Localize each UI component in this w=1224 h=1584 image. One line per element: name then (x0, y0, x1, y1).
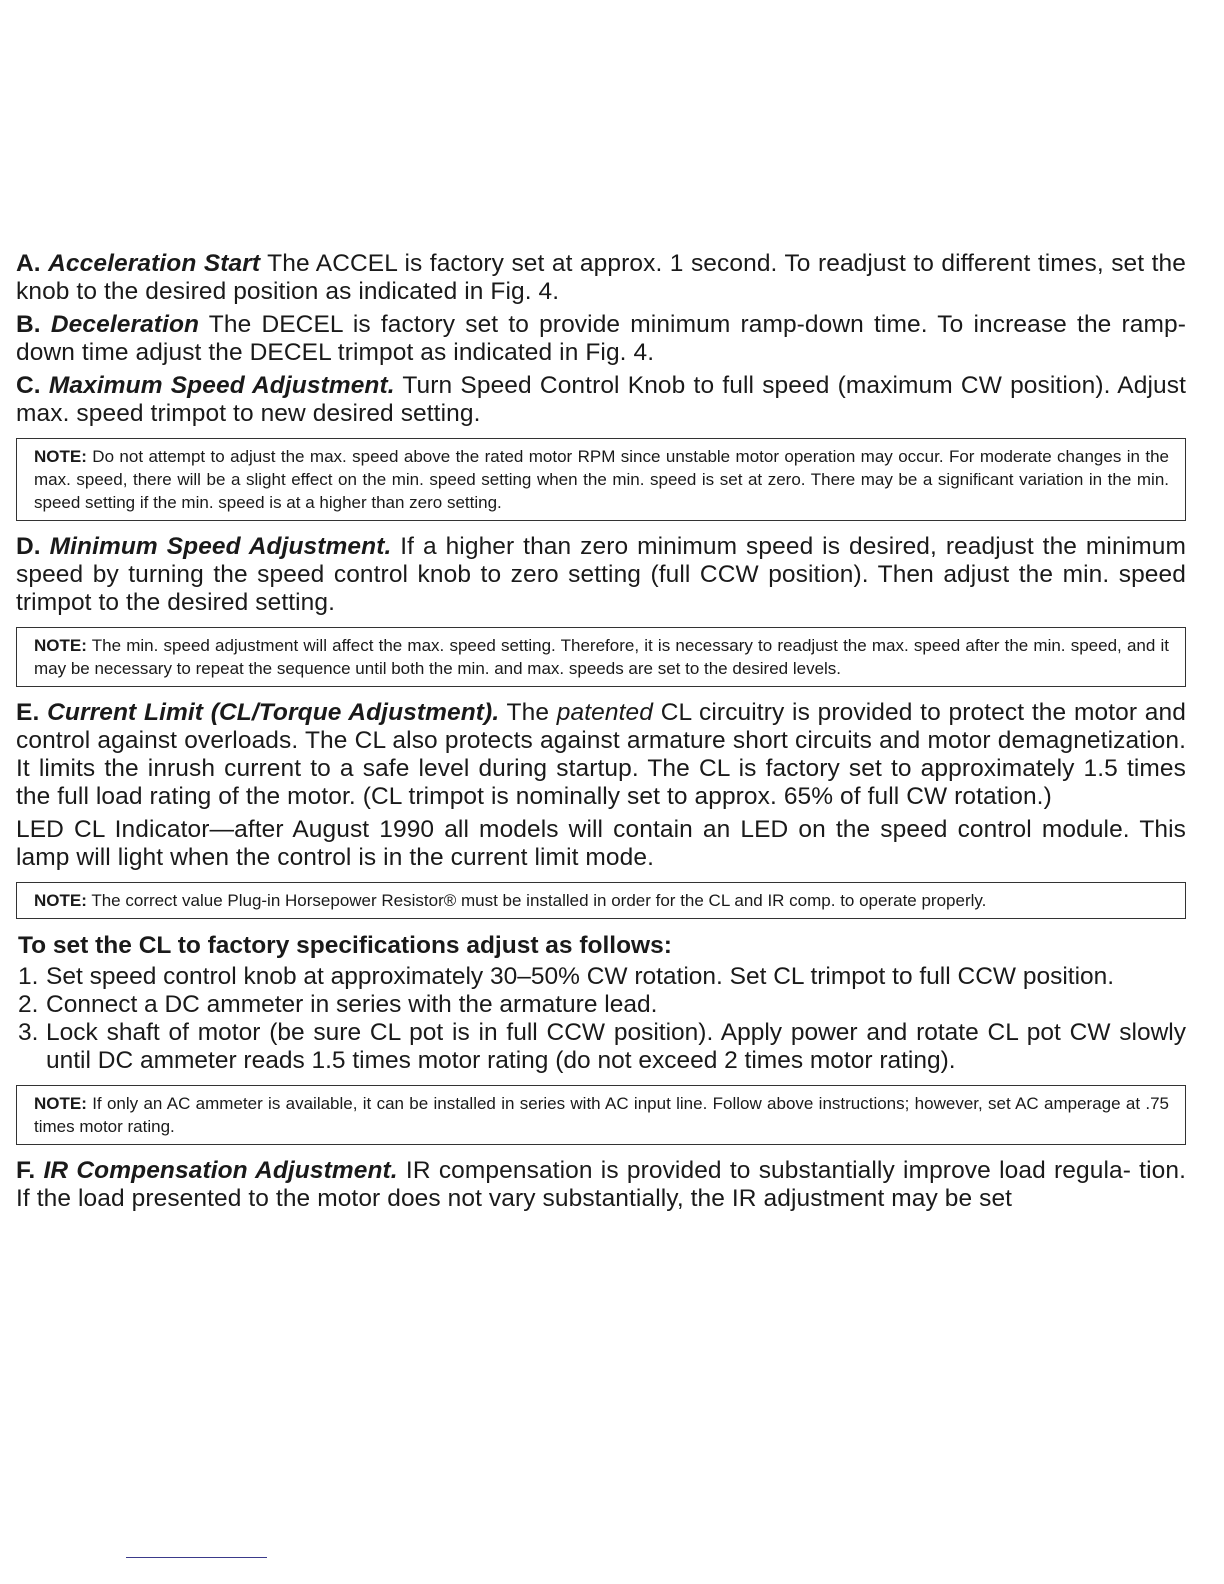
section-c-text: Turn Speed Control Knob to full speed (maximum CW position). Adjust max. speed trimpot to new desired setting. (16, 372, 1186, 427)
section-e-text-pre: The (506, 699, 550, 726)
manual-page-content (16, 250, 1186, 1218)
section-a-label: A. (16, 250, 41, 277)
cl-setup-steps (16, 963, 1186, 1075)
note-box-max-speed (16, 438, 1186, 521)
section-a-heading: Acceleration Start (48, 250, 261, 277)
section-a (16, 250, 1186, 306)
section-e-text-post: CL circuitry is provided to protect the motor and control against overloads. The CL also protects against armature short circuits and motor demagnetization. It limits the inrush current to a safe level during startup. The CL is factory set to approximately 1.5 times the full load rating of the motor. (CL trimpot is nominally set to approx. 65% of full CW rotation.) (16, 699, 1186, 810)
section-e (16, 699, 1186, 811)
section-a-text: The ACCEL is factory set at approx. 1 second. To readjust to different times, set the knob to the desired position as indicated in Fig. 4. (16, 250, 1186, 305)
note-text: The correct value Plug-in Horsepower Resistor® must be installed in order for the CL and IR comp. to operate properly. (91, 891, 987, 910)
note-label: NOTE: (34, 447, 87, 466)
note-box-ac-ammeter (16, 1085, 1186, 1145)
cl-step-number: 1. (18, 963, 39, 990)
cl-step-number: 3. (18, 1019, 39, 1046)
cl-step-text: Set speed control knob at approximately 30–50% CW rotation. Set CL trimpot to full CCW position. (46, 963, 1115, 990)
section-e-heading: Current Limit (CL/Torque Adjustment). (47, 699, 500, 726)
section-b (16, 311, 1186, 367)
cl-step-number: 2. (18, 991, 39, 1018)
note-text: The min. speed adjustment will affect the max. speed setting. Therefore, it is necessary to readjust the max. speed after the min. speed, and it may be necessary to repeat the sequence until both the min. and max. speeds are set to the desired levels. (34, 636, 1169, 678)
section-b-label: B. (16, 311, 41, 338)
section-e-label: E. (16, 699, 40, 726)
note-box-min-speed (16, 627, 1186, 687)
section-d-label: D. (16, 533, 41, 560)
cl-step-text: Lock shaft of motor (be sure CL pot is in full CCW position). Apply power and rotate CL pot CW slowly until DC ammeter reads 1.5 times motor rating (do not exceed 2 times motor rating). (46, 1019, 1186, 1074)
note-label: NOTE: (34, 891, 87, 910)
cl-step-text: Connect a DC ammeter in series with the armature lead. (46, 991, 658, 1018)
note-text: Do not attempt to adjust the max. speed above the rated motor RPM since unstable motor operation may occur. For moderate changes in the max. speed, there will be a slight effect on the min. speed setting when the min. speed is set at zero. There may be a significant variation in the min. speed setting if the min. speed is at a higher than zero setting. (34, 447, 1169, 512)
note-label: NOTE: (34, 636, 87, 655)
section-e-text-italic: patented (556, 699, 653, 726)
led-indicator-paragraph: LED CL Indicator—after August 1990 all models will contain an LED on the speed control module. This lamp will light when the control is in the current limit mode. (16, 816, 1186, 871)
section-f (16, 1157, 1186, 1213)
section-c-heading: Maximum Speed Adjustment. (48, 372, 395, 399)
section-d-text: If a higher than zero minimum speed is desired, readjust the minimum speed by turning the speed control knob to zero setting (full CCW position). Then adjust the min. speed trimpot to the desired setting. (16, 533, 1186, 616)
section-f-heading: IR Compensation Adjustment. (43, 1157, 398, 1184)
note-text: If only an AC ammeter is available, it can be installed in series with AC input line. Follow above instructions; however, set AC amperage at .75 times motor rating. (34, 1094, 1169, 1136)
note-label: NOTE: (34, 1094, 87, 1113)
section-c (16, 372, 1186, 428)
cl-step (16, 1019, 1186, 1075)
section-f-text: IR compensation is provided to substantially improve load regula- tion. If the load presented to the motor does not vary substantially, the IR adjustment may be set (16, 1157, 1186, 1212)
section-d (16, 533, 1186, 617)
cl-setup-heading: To set the CL to factory specifications adjust as follows: (18, 932, 672, 959)
section-f-label: F. (16, 1157, 36, 1184)
section-c-label: C. (16, 372, 41, 399)
section-b-text: The DECEL is factory set to provide minimum ramp-down time. To increase the ramp-down time adjust the DECEL trimpot as indicated in Fig. 4. (16, 311, 1186, 366)
note-box-resistor (16, 882, 1186, 919)
cl-step (16, 991, 1186, 1019)
footnote-rule (126, 1557, 267, 1558)
section-d-heading: Minimum Speed Adjustment. (49, 533, 392, 560)
section-b-heading: Deceleration (50, 311, 200, 338)
cl-step (16, 963, 1186, 991)
